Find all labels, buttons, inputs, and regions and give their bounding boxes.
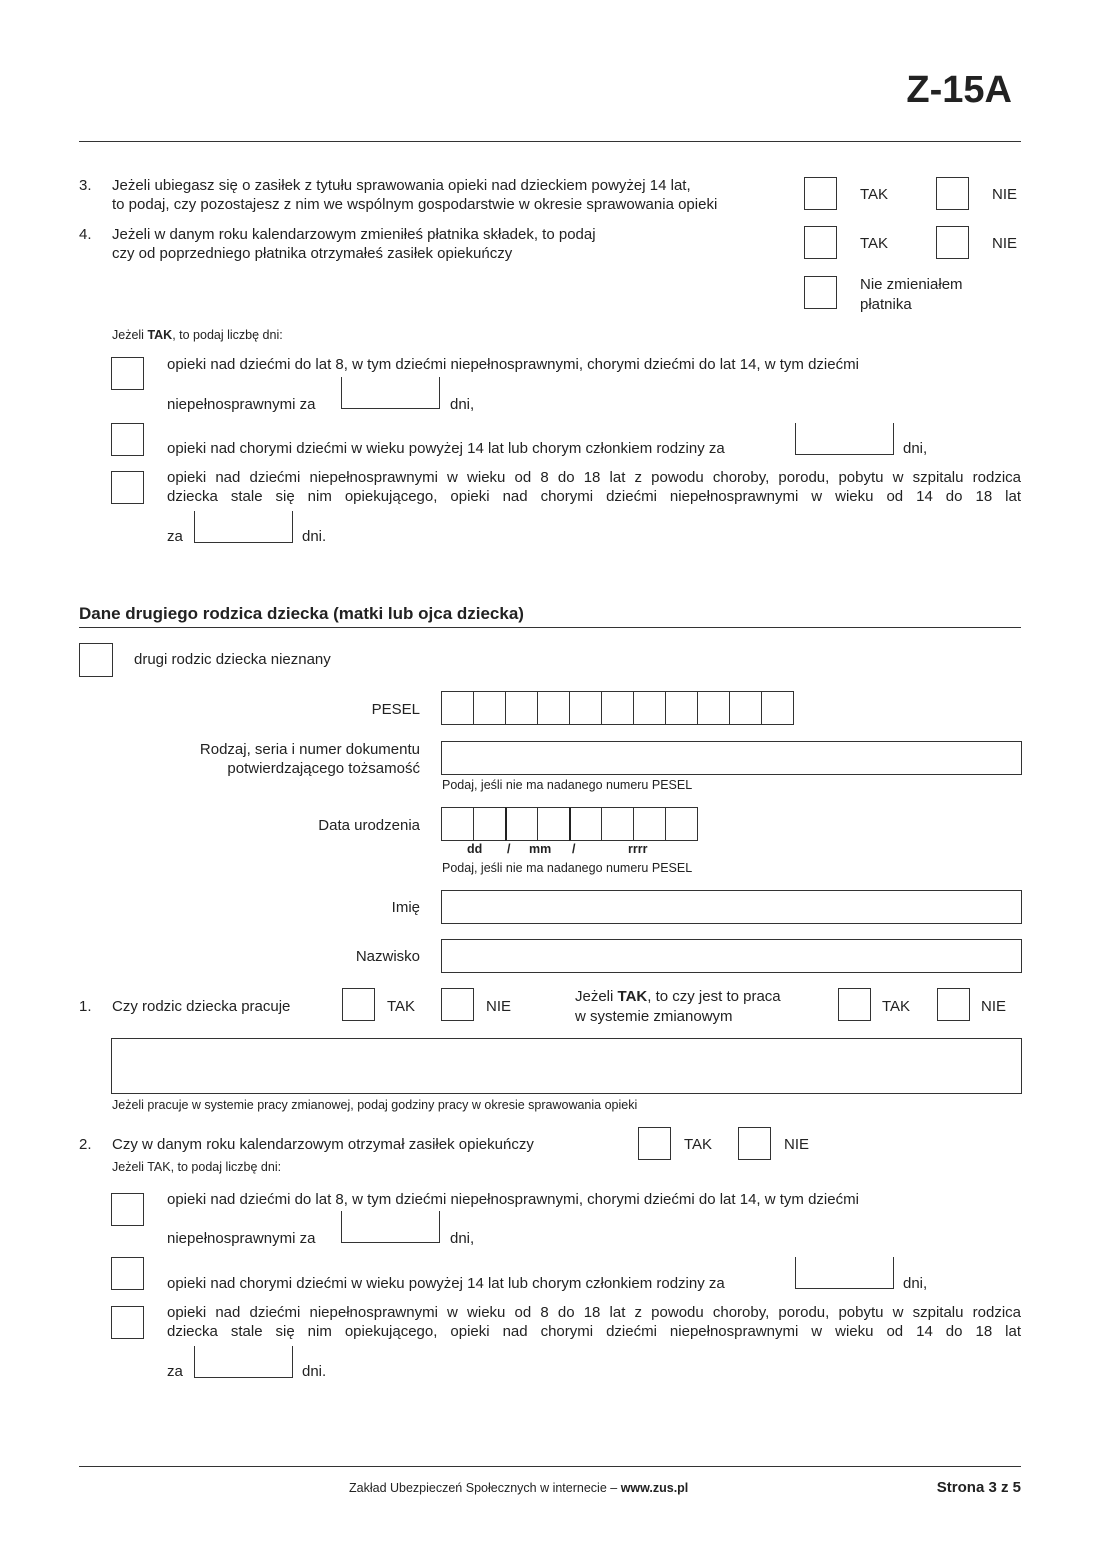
pesel-digit-cell[interactable] (633, 691, 666, 725)
document-label-line1: Rodzaj, seria i numer dokumentu (199, 741, 420, 758)
pesel-digit-cell[interactable] (601, 691, 634, 725)
dob-year-cell[interactable] (665, 807, 698, 841)
days1-option3-checkbox[interactable] (111, 471, 144, 504)
days2-option3-line2: dziecka stale się nim opiekującego, opieki nad chorymi dziećmi niepełnosprawnymi w wieku od 14 do 18 lat (167, 1323, 1021, 1340)
pesel-digit-cell[interactable] (729, 691, 762, 725)
q3-number: 3. (79, 177, 92, 194)
q3-text-line2: to podaj, czy pozostajesz z nim we wspólnym gospodarstwie w okresie sprawowania opieki (112, 196, 718, 213)
q4-yes-checkbox[interactable] (804, 226, 837, 259)
q3-no-label: NIE (992, 186, 1018, 203)
p2-yes-checkbox[interactable] (638, 1127, 671, 1160)
q3-yes-label: TAK (860, 186, 889, 203)
form-code: Z-15A (906, 69, 1012, 111)
days1-option3-days-field[interactable] (194, 511, 293, 543)
q4-no-change-checkbox[interactable] (804, 276, 837, 309)
days2-option1-line2: niepełnosprawnymi za (167, 1230, 316, 1247)
pesel-label: PESEL (371, 701, 420, 718)
p1-yes-label: TAK (387, 998, 416, 1015)
footer-text: Zakład Ubezpieczeń Społecznych w internecie – www.zus.pl (349, 1481, 689, 1495)
days1-option3-za: za (167, 528, 183, 545)
p1-question: Czy rodzic dziecka pracuje (112, 998, 291, 1015)
q3-yes-checkbox[interactable] (804, 177, 837, 210)
p1-shift-question-line1: Jeżeli TAK, to czy jest to praca (575, 988, 781, 1005)
shift-hours-hint: Jeżeli pracuje w systemie pracy zmianowej, podaj godziny pracy w okresie sprawowania opieki (112, 1098, 638, 1112)
document-field[interactable] (441, 741, 1022, 775)
unknown-parent-checkbox[interactable] (79, 643, 113, 677)
p1-shift-yes-label: TAK (882, 998, 911, 1015)
header-divider (79, 141, 1021, 142)
q4-yes-label: TAK (860, 235, 889, 252)
document-hint: Podaj, jeśli nie ma nadanego numeru PESEL (442, 778, 693, 792)
p2-days-intro: Jeżeli TAK, to podaj liczbę dni: (112, 1160, 282, 1174)
pesel-digit-cell[interactable] (697, 691, 730, 725)
q4-text-line2: czy od poprzedniego płatnika otrzymałeś zasiłek opiekuńczy (112, 245, 513, 262)
last-name-label: Nazwisko (355, 948, 420, 965)
pesel-digit-cell[interactable] (761, 691, 794, 725)
q4-no-change-label-line1: Nie zmieniałem (860, 276, 963, 293)
days2-option1-checkbox[interactable] (111, 1193, 144, 1226)
q3-no-checkbox[interactable] (936, 177, 969, 210)
p1-shift-no-checkbox[interactable] (937, 988, 970, 1021)
days1-option2-checkbox[interactable] (111, 423, 144, 456)
q4-number: 4. (79, 226, 92, 243)
days2-option1-unit: dni, (450, 1230, 475, 1247)
days-intro: Jeżeli TAK, to podaj liczbę dni: (112, 328, 283, 342)
p1-number: 1. (79, 998, 92, 1015)
days1-option2-text: opieki nad chorymi dziećmi w wieku powyżej 14 lat lub chorym członkiem rodziny za (167, 440, 725, 457)
pesel-digit-cell[interactable] (665, 691, 698, 725)
p1-shift-yes-checkbox[interactable] (838, 988, 871, 1021)
days1-option1-days-field[interactable] (341, 377, 440, 409)
p2-number: 2. (79, 1136, 92, 1153)
dob-month-cell[interactable] (537, 807, 570, 841)
pesel-digit-cell[interactable] (569, 691, 602, 725)
dob-format-sep2: / (572, 842, 576, 856)
p2-no-label: NIE (784, 1136, 810, 1153)
days1-option2-days-field[interactable] (795, 423, 894, 455)
days1-option3-line2: dziecka stale się nim opiekującego, opieki nad chorymi dziećmi niepełnosprawnymi w wieku od 14 do 18 lat (167, 488, 1021, 505)
p2-yes-label: TAK (684, 1136, 713, 1153)
q4-text-line1: Jeżeli w danym roku kalendarzowym zmieniłeś płatnika składek, to podaj (112, 226, 596, 243)
days2-option2-text: opieki nad chorymi dziećmi w wieku powyżej 14 lat lub chorym członkiem rodziny za (167, 1275, 725, 1292)
dob-day-cell[interactable] (473, 807, 506, 841)
dob-hint: Podaj, jeśli nie ma nadanego numeru PESEL (442, 861, 693, 875)
q4-no-change-label-line2: płatnika (860, 296, 912, 313)
p1-yes-checkbox[interactable] (342, 988, 375, 1021)
pesel-digit-cell[interactable] (441, 691, 474, 725)
dob-format-mm: mm (529, 842, 552, 856)
days2-option3-days-field[interactable] (194, 1346, 293, 1378)
pesel-digit-cell[interactable] (505, 691, 538, 725)
section2-title: Dane drugiego rodzica dziecka (matki lub ojca dziecka) (79, 604, 524, 623)
unknown-parent-label: drugi rodzic dziecka nieznany (134, 651, 331, 668)
q4-no-checkbox[interactable] (936, 226, 969, 259)
dob-format-hint (441, 842, 711, 858)
last-name-field[interactable] (441, 939, 1022, 973)
days2-option2-checkbox[interactable] (111, 1257, 144, 1290)
q3-text-line1: Jeżeli ubiegasz się o zasiłek z tytułu sprawowania opieki nad dzieckiem powyżej 14 lat, (112, 177, 691, 194)
p2-no-checkbox[interactable] (738, 1127, 771, 1160)
document-label-line2: potwierdzającego tożsamość (227, 760, 420, 777)
dob-year-cell[interactable] (633, 807, 666, 841)
dob-label: Data urodzenia (318, 817, 420, 834)
p1-shift-no-label: NIE (981, 998, 1007, 1015)
dob-input[interactable] (441, 807, 698, 841)
days1-option3-line1: opieki nad dziećmi niepełnosprawnymi w wieku od 8 do 18 lat z powodu choroby, porodu, pobytu w szpitalu rodzica (167, 469, 1021, 486)
shift-hours-field[interactable] (111, 1038, 1022, 1094)
days1-option1-unit: dni, (450, 396, 475, 413)
p1-no-label: NIE (486, 998, 512, 1015)
p1-shift-question-line2: w systemie zmianowym (575, 1008, 733, 1025)
days1-option1-checkbox[interactable] (111, 357, 144, 390)
dob-format-sep1: / (507, 842, 511, 856)
first-name-field[interactable] (441, 890, 1022, 924)
page-number: Strona 3 z 5 (936, 1479, 1021, 1496)
days2-option2-days-field[interactable] (795, 1257, 894, 1289)
q4-no-label: NIE (992, 235, 1018, 252)
days2-option1-line1: opieki nad dziećmi do lat 8, w tym dziećmi niepełnosprawnymi, chorymi dziećmi do lat 14, w tym dziećmi (167, 1191, 859, 1208)
p1-no-checkbox[interactable] (441, 988, 474, 1021)
days2-option3-za: za (167, 1363, 183, 1380)
footer-divider (79, 1466, 1021, 1467)
days2-option3-line1: opieki nad dziećmi niepełnosprawnymi w wieku od 8 do 18 lat z powodu choroby, porodu, pobytu w szpitalu rodzica (167, 1304, 1021, 1321)
days2-option3-unit: dni. (302, 1363, 327, 1380)
days1-option2-unit: dni, (903, 440, 928, 457)
days2-option2-unit: dni, (903, 1275, 928, 1292)
dob-day-cell[interactable] (441, 807, 474, 841)
days1-option1-line1: opieki nad dziećmi do lat 8, w tym dziećmi niepełnosprawnymi, chorymi dziećmi do lat 14, w tym dziećmi (167, 356, 859, 373)
days2-option3-checkbox[interactable] (111, 1306, 144, 1339)
dob-format-yyyy: rrrr (628, 842, 648, 856)
days1-option3-unit: dni. (302, 528, 327, 545)
dob-format-dd: dd (467, 842, 483, 856)
dob-year-cell[interactable] (601, 807, 634, 841)
dob-year-cell[interactable] (569, 807, 602, 841)
p2-question: Czy w danym roku kalendarzowym otrzymał zasiłek opiekuńczy (112, 1136, 534, 1153)
section2-divider (79, 627, 1021, 628)
pesel-digit-cell[interactable] (537, 691, 570, 725)
pesel-input[interactable] (441, 691, 794, 725)
footer-link[interactable]: www.zus.pl (620, 1481, 689, 1495)
dob-month-cell[interactable] (505, 807, 538, 841)
first-name-label: Imię (391, 899, 420, 916)
pesel-digit-cell[interactable] (473, 691, 506, 725)
days1-option1-line2: niepełnosprawnymi za (167, 396, 316, 413)
days2-option1-days-field[interactable] (341, 1211, 440, 1243)
